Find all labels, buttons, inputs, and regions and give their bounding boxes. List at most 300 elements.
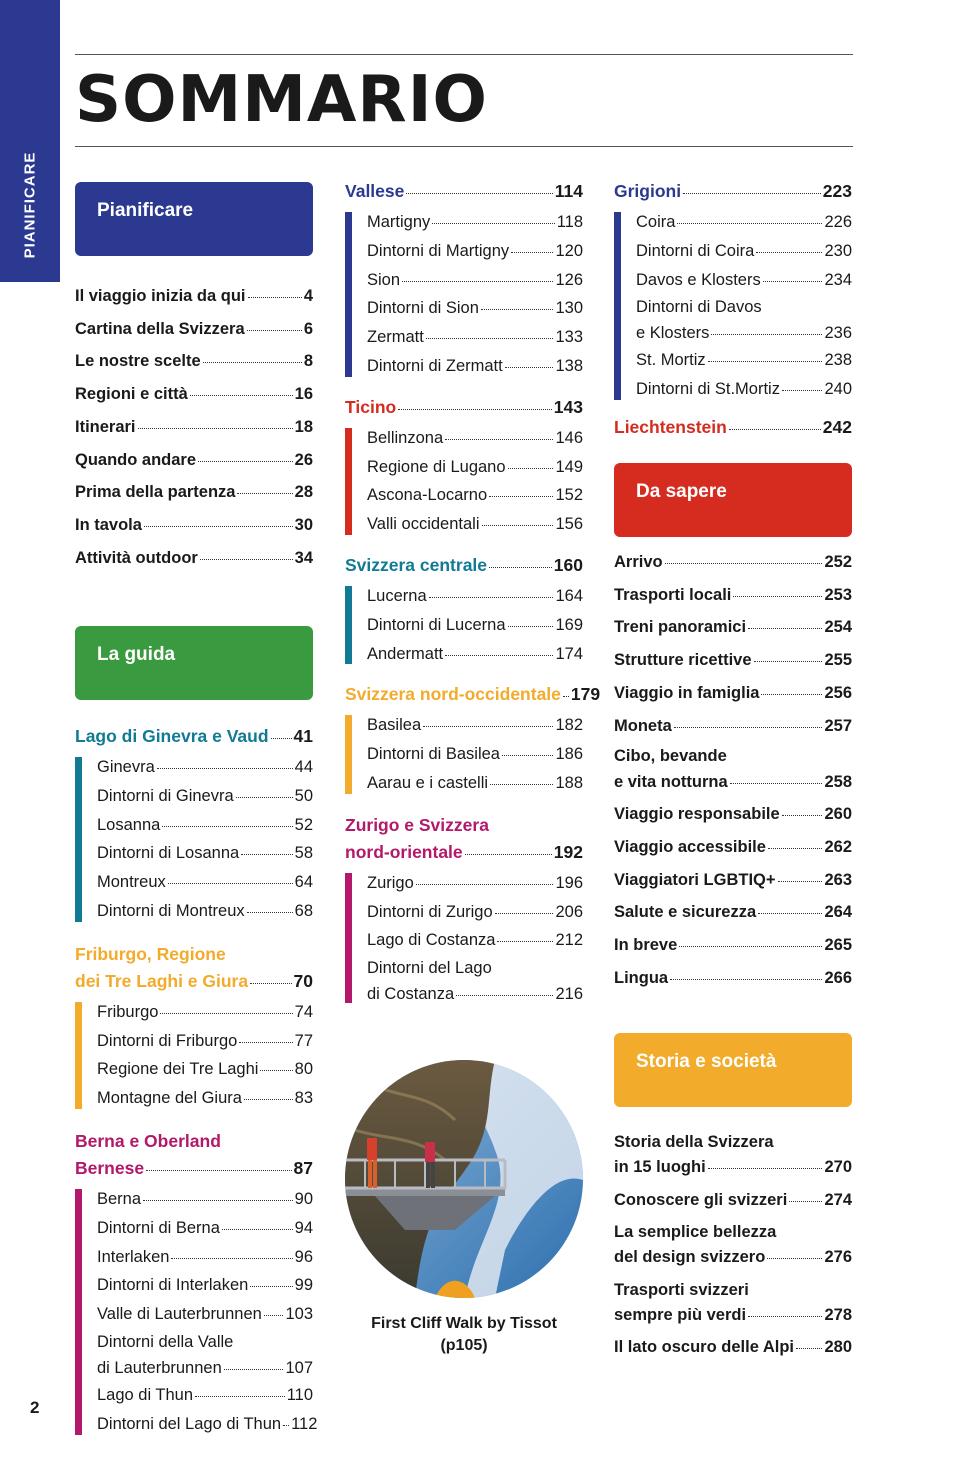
entry-label: Dintorni di Coira <box>636 241 755 260</box>
toc-entry <box>614 579 852 612</box>
dot-leader <box>445 439 553 440</box>
toc-entry <box>614 962 852 995</box>
entry-page: 74 <box>294 1002 313 1021</box>
toc-subentry <box>367 740 583 769</box>
toc-entry <box>614 1335 852 1360</box>
section-head-liechtenstein <box>614 414 852 440</box>
entry-page: 274 <box>824 1190 852 1209</box>
section-head-ginevra <box>75 723 313 749</box>
entry-page: 262 <box>824 837 852 856</box>
dot-leader <box>763 281 823 282</box>
toc-entry <box>75 969 313 994</box>
entry-page: 258 <box>824 773 852 792</box>
dot-leader <box>670 979 822 980</box>
section-box-pianificare: Pianificare <box>75 182 313 256</box>
entry-page: 212 <box>555 931 583 950</box>
entry-label: Montagne del Giura <box>97 1089 242 1108</box>
entry-page: 270 <box>824 1158 852 1176</box>
toc-entry <box>75 542 313 575</box>
entry-label-line1: Friburgo, Regione <box>75 943 226 964</box>
entry-label: Dintorni di Martigny <box>367 241 510 260</box>
entry-page: 120 <box>555 241 583 260</box>
toc-subentry <box>97 782 313 811</box>
spacer <box>75 926 313 940</box>
dot-leader <box>761 694 822 695</box>
toc-subentry <box>97 998 313 1027</box>
toc-subentry <box>97 1381 313 1410</box>
toc-entry <box>75 378 313 411</box>
entry-page: 138 <box>555 356 583 375</box>
entry-label: e vita notturna <box>614 773 728 792</box>
toc-column-2 <box>345 178 601 1007</box>
entry-page: 179 <box>570 684 601 705</box>
entry-label: Le nostre scelte <box>75 352 201 371</box>
toc-entry <box>75 509 313 542</box>
entry-page: 8 <box>303 352 313 371</box>
toc-entry-multiline <box>614 1130 852 1180</box>
toc-subentry <box>367 294 583 323</box>
entry-label: Andermatt <box>367 644 444 663</box>
dot-leader <box>237 493 292 494</box>
toc-pianificare <box>75 280 313 574</box>
toc-entry-multiline <box>614 1220 852 1270</box>
dot-leader <box>222 1229 293 1230</box>
entry-page: 16 <box>294 385 313 404</box>
entry-page: 216 <box>555 985 583 1004</box>
dot-leader <box>138 428 293 429</box>
dot-leader <box>563 696 569 697</box>
toc-subentry <box>97 1055 313 1084</box>
dot-leader <box>236 797 293 798</box>
toc-entry <box>614 1245 852 1270</box>
entry-label: Salute e sicurezza <box>614 903 757 922</box>
toc-entry <box>75 476 313 509</box>
entry-page: 133 <box>555 328 583 347</box>
entry-label: Interlaken <box>97 1247 170 1266</box>
toc-subentry-multiline <box>636 294 852 346</box>
dot-leader <box>146 1170 291 1171</box>
entry-page: 6 <box>303 319 313 338</box>
toc-entry <box>75 313 313 346</box>
sublist-friburgo <box>75 998 313 1113</box>
entry-label: del design svizzero <box>614 1248 766 1266</box>
entry-page: 77 <box>294 1031 313 1050</box>
toc-entry <box>75 1156 313 1181</box>
entry-label: di Lauterbrunnen <box>97 1358 222 1377</box>
entry-page: 260 <box>824 805 852 824</box>
spacer <box>345 668 583 681</box>
dot-leader <box>508 468 554 469</box>
entry-page: 254 <box>824 618 852 637</box>
toc-subentry <box>367 640 583 669</box>
dot-leader <box>465 854 552 855</box>
entry-label: Itinerari <box>75 417 136 436</box>
dot-leader <box>162 826 292 827</box>
dot-leader <box>241 854 292 855</box>
entry-page: 126 <box>555 270 583 289</box>
toc-subentry <box>97 1185 313 1214</box>
sublist-zurigo <box>345 869 583 1007</box>
toc-subentry <box>367 208 583 237</box>
dot-leader <box>748 1316 822 1317</box>
entry-label: Ginevra <box>97 758 155 776</box>
entry-page: 255 <box>824 651 852 670</box>
entry-label: Losanna <box>97 815 161 834</box>
toc-subentry <box>367 869 583 898</box>
entry-label-line1: Storia della Svizzera <box>614 1133 774 1151</box>
entry-page: 94 <box>294 1218 313 1237</box>
section-head-zurigo <box>345 811 583 865</box>
entry-page: 257 <box>824 716 852 735</box>
entry-label: Dintorni di Berna <box>97 1218 220 1237</box>
entry-label: Valle di Lauterbrunnen <box>97 1305 262 1324</box>
page-number: 2 <box>30 1398 40 1417</box>
dot-leader <box>495 913 554 914</box>
toc-entry <box>614 546 852 579</box>
dot-leader <box>247 912 293 913</box>
toc-subentry <box>97 868 313 897</box>
entry-page: 4 <box>303 287 313 305</box>
entry-label: Basilea <box>367 716 422 735</box>
toc-subentry <box>367 611 583 640</box>
entry-page: 265 <box>824 936 852 955</box>
sublist-grigioni <box>614 208 852 404</box>
toc-subentry <box>97 811 313 840</box>
entry-page: 160 <box>553 554 583 575</box>
entry-page: 30 <box>294 515 313 534</box>
spacer <box>614 404 852 414</box>
entry-label: Arrivo <box>614 553 663 571</box>
entry-page: 192 <box>553 841 583 862</box>
dot-leader <box>767 1258 822 1259</box>
toc-entry <box>614 1155 852 1180</box>
toc-entry <box>75 444 313 477</box>
entry-page: 223 <box>822 181 852 201</box>
entry-label: Conoscere gli svizzeri <box>614 1190 788 1209</box>
toc-subentry <box>367 582 583 611</box>
dot-leader <box>508 626 554 627</box>
entry-page: 186 <box>555 745 583 764</box>
entry-label: Treni panoramici <box>614 618 747 637</box>
side-tab <box>0 0 60 282</box>
entry-page: 266 <box>824 968 852 987</box>
entry-label: Dintorni di Zurigo <box>367 902 493 921</box>
dot-leader <box>730 783 823 784</box>
toc-subentry <box>367 237 583 266</box>
entry-page: 280 <box>824 1338 852 1356</box>
toc-subentry <box>367 424 583 453</box>
toc-entry <box>614 770 852 794</box>
entry-page: 253 <box>824 585 852 604</box>
entry-label-line1: Dintorni del Lago <box>367 959 492 978</box>
toc-subentry-multiline <box>367 955 583 1007</box>
dot-leader <box>711 334 822 335</box>
dot-leader <box>782 815 823 816</box>
toc-entry <box>614 1303 852 1328</box>
entry-label: Regione di Lugano <box>367 457 506 476</box>
toc-subentry <box>97 1271 313 1300</box>
entry-label: Viaggio responsabile <box>614 805 780 824</box>
toc-subentry <box>97 1300 313 1329</box>
toc-subentry <box>97 1410 318 1439</box>
toc-subentry <box>97 897 313 926</box>
dot-leader <box>250 1286 292 1287</box>
entry-page: 146 <box>555 428 583 447</box>
entry-label: sempre più verdi <box>614 1305 747 1324</box>
entry-page: 206 <box>555 902 583 921</box>
toc-subentry <box>97 1084 313 1113</box>
entry-page: 240 <box>824 380 852 399</box>
toc-subentry <box>367 481 583 510</box>
toc-subentry <box>97 1027 313 1056</box>
entry-label: Davos e Klosters <box>636 270 761 289</box>
toc-entry <box>97 1356 313 1381</box>
dot-leader <box>505 367 554 368</box>
dot-leader <box>733 596 822 597</box>
entry-label: In breve <box>614 936 678 955</box>
toc-storia <box>614 1130 852 1368</box>
entry-label: Zurigo <box>367 873 414 892</box>
entry-label: Dintorni di Interlaken <box>97 1276 249 1295</box>
dot-leader <box>402 281 553 282</box>
caption-page: (p105) <box>440 1337 488 1354</box>
dot-leader <box>456 995 553 996</box>
entry-page: 188 <box>555 773 583 792</box>
entry-page: 143 <box>553 396 583 417</box>
entry-page: 83 <box>294 1089 313 1108</box>
entry-page: 112 <box>291 1414 318 1433</box>
section-head-friburgo <box>75 940 313 994</box>
entry-label: Dintorni di Friburgo <box>97 1031 238 1050</box>
dot-leader <box>200 559 293 560</box>
dot-leader <box>758 913 822 914</box>
toc-subentry-multiline <box>97 1329 313 1381</box>
spacer <box>345 539 583 552</box>
entry-label: Moneta <box>614 716 672 735</box>
entry-label: Regione dei Tre Laghi <box>97 1060 259 1079</box>
entry-label: Trasporti locali <box>614 585 732 604</box>
toc-da-sapere <box>614 546 852 994</box>
entry-label: Dintorni di Ginevra <box>97 786 234 805</box>
dot-leader <box>708 361 823 362</box>
caption-title: First Cliff Walk by Tissot <box>371 1315 557 1332</box>
entry-page: 28 <box>294 483 313 502</box>
entry-page: 156 <box>555 515 583 534</box>
entry-page: 18 <box>294 417 313 436</box>
entry-page: 68 <box>294 901 313 920</box>
entry-page: 278 <box>824 1305 852 1324</box>
entry-label: Aarau e i castelli <box>367 773 489 792</box>
dot-leader <box>497 941 553 942</box>
dot-leader <box>264 1315 284 1316</box>
toc-subentry <box>367 453 583 482</box>
sublist-berna <box>75 1185 318 1439</box>
entry-page: 252 <box>824 553 852 571</box>
entry-label: Bellinzona <box>367 428 444 447</box>
toc-entry-multiline <box>614 1278 852 1328</box>
entry-label: Viaggio accessibile <box>614 837 766 856</box>
entry-page: 226 <box>824 213 852 231</box>
entry-page: 80 <box>294 1060 313 1079</box>
toc-subentry <box>636 346 852 375</box>
dot-leader <box>445 655 553 656</box>
dot-leader <box>782 390 823 391</box>
entry-label: St. Mortiz <box>636 351 706 370</box>
entry-label-line1: Cibo, bevande <box>614 747 727 766</box>
entry-page: 52 <box>294 815 313 834</box>
entry-label-line1: Zurigo e Svizzera <box>345 814 489 835</box>
toc-subentry <box>367 898 583 927</box>
dot-leader <box>789 1201 822 1202</box>
entry-label: Svizzera centrale <box>345 554 488 575</box>
dot-leader <box>490 784 553 785</box>
toc-entry <box>614 896 852 929</box>
toc-subentry <box>367 510 583 539</box>
dot-leader <box>143 1200 293 1201</box>
dot-leader <box>778 881 823 882</box>
entry-page: 114 <box>554 181 583 201</box>
entry-page: 58 <box>294 844 313 863</box>
entry-label: Il viaggio inizia da qui <box>75 287 246 305</box>
entry-label: Viaggiatori LGBTIQ+ <box>614 870 776 889</box>
entry-page: 118 <box>556 213 583 231</box>
entry-label: Prima della partenza <box>75 483 236 502</box>
entry-label: In tavola <box>75 515 142 534</box>
entry-label: Dintorni del Lago di Thun <box>97 1414 282 1433</box>
entry-label-line1: Dintorni della Valle <box>97 1332 234 1351</box>
dot-leader <box>679 946 822 947</box>
entry-page: 256 <box>824 683 852 702</box>
entry-page: 164 <box>555 586 583 605</box>
toc-subentry <box>636 266 852 295</box>
dot-leader <box>489 496 553 497</box>
entry-label: Vallese <box>345 181 405 201</box>
entry-page: 26 <box>294 450 313 469</box>
dot-leader <box>432 223 554 224</box>
entry-page: 110 <box>286 1385 313 1404</box>
toc-entry <box>75 280 313 313</box>
entry-label: Lucerna <box>367 586 427 605</box>
section-box-la-guida: La guida <box>75 626 313 700</box>
entry-label-line1: La semplice bellezza <box>614 1223 777 1241</box>
entry-page: 169 <box>555 615 583 634</box>
entry-page: 276 <box>824 1248 852 1266</box>
toc-entry <box>614 864 852 897</box>
toc-subentry <box>367 926 583 955</box>
toc-entry <box>614 1188 852 1213</box>
toc-column-3 <box>614 178 852 440</box>
section-head-centrale <box>345 552 583 578</box>
spacer <box>75 1113 313 1127</box>
dot-leader <box>729 429 821 430</box>
entry-page: 107 <box>285 1358 313 1377</box>
entry-page: 44 <box>294 758 313 776</box>
entry-label: Dintorni di Losanna <box>97 844 240 863</box>
dot-leader <box>683 193 821 194</box>
entry-label: Dintorni di Sion <box>367 299 479 318</box>
entry-page: 174 <box>555 644 583 663</box>
dot-leader <box>796 1348 822 1349</box>
entry-page: 263 <box>824 870 852 889</box>
dot-leader <box>429 597 554 598</box>
toc-subentry <box>97 1214 313 1243</box>
side-tab-label: PIANIFICARE <box>21 151 39 259</box>
entry-label: Ascona-Locarno <box>367 486 488 505</box>
entry-label: Il lato oscuro delle Alpi <box>614 1338 795 1356</box>
dot-leader <box>168 883 293 884</box>
dot-leader <box>144 526 293 527</box>
entry-label-line1: Berna e Oberland <box>75 1130 221 1151</box>
entry-label: Svizzera nord-occidentale <box>345 684 561 705</box>
entry-label: Berna <box>97 1189 142 1208</box>
entry-page: 96 <box>294 1247 313 1266</box>
section-head-ticino <box>345 394 583 420</box>
toc-entry <box>75 411 313 444</box>
dot-leader <box>157 768 293 769</box>
section-head-berna <box>75 1127 313 1181</box>
spacer <box>345 381 583 394</box>
toc-subentry <box>367 711 583 740</box>
dot-leader <box>260 1070 292 1071</box>
dot-leader <box>198 461 293 462</box>
entry-label: Lago di Ginevra e Vaud <box>75 726 269 746</box>
entry-label: e Klosters <box>636 324 710 343</box>
toc-subentry <box>367 769 583 798</box>
sublist-ginevra <box>75 753 313 926</box>
dot-leader <box>248 297 302 298</box>
entry-label: Dintorni di Basilea <box>367 745 500 764</box>
top-rule <box>75 54 853 55</box>
toc-entry <box>614 798 852 831</box>
entry-label: Ticino <box>345 396 397 417</box>
toc-subentry <box>97 753 313 782</box>
entry-label: Lingua <box>614 968 669 987</box>
entry-label: Coira <box>636 213 676 231</box>
toc-entry <box>367 982 583 1007</box>
entry-page: 242 <box>822 416 852 437</box>
spacer <box>345 798 583 811</box>
entry-label: Martigny <box>367 213 431 231</box>
dot-leader <box>748 628 822 629</box>
entry-label: Lago di Costanza <box>367 931 496 950</box>
entry-page: 196 <box>555 873 583 892</box>
entry-page: 103 <box>285 1305 313 1324</box>
entry-label: Quando andare <box>75 450 197 469</box>
dot-leader <box>754 661 823 662</box>
page-title: SOMMARIO <box>75 63 488 137</box>
entry-label: Sion <box>367 270 401 289</box>
toc-subentry <box>97 1243 313 1272</box>
entry-label: Viaggio in famiglia <box>614 683 760 702</box>
entry-label: Montreux <box>97 873 166 892</box>
section-box-storia: Storia e società <box>614 1033 852 1107</box>
entry-page: 234 <box>824 270 852 289</box>
sublist-centrale <box>345 582 583 668</box>
dot-leader <box>489 567 552 568</box>
toc-entry <box>614 611 852 644</box>
entry-label: Cartina della Svizzera <box>75 319 245 338</box>
entry-page: 34 <box>294 548 313 567</box>
entry-page: 41 <box>293 726 313 746</box>
dot-leader <box>250 983 291 984</box>
entry-page: 264 <box>824 903 852 922</box>
toc-guida <box>75 723 318 1439</box>
toc-entry <box>75 345 313 378</box>
dot-leader <box>271 738 292 739</box>
toc-entry <box>614 710 852 743</box>
section-head-vallese <box>345 178 583 204</box>
entry-label: Strutture ricettive <box>614 651 752 670</box>
